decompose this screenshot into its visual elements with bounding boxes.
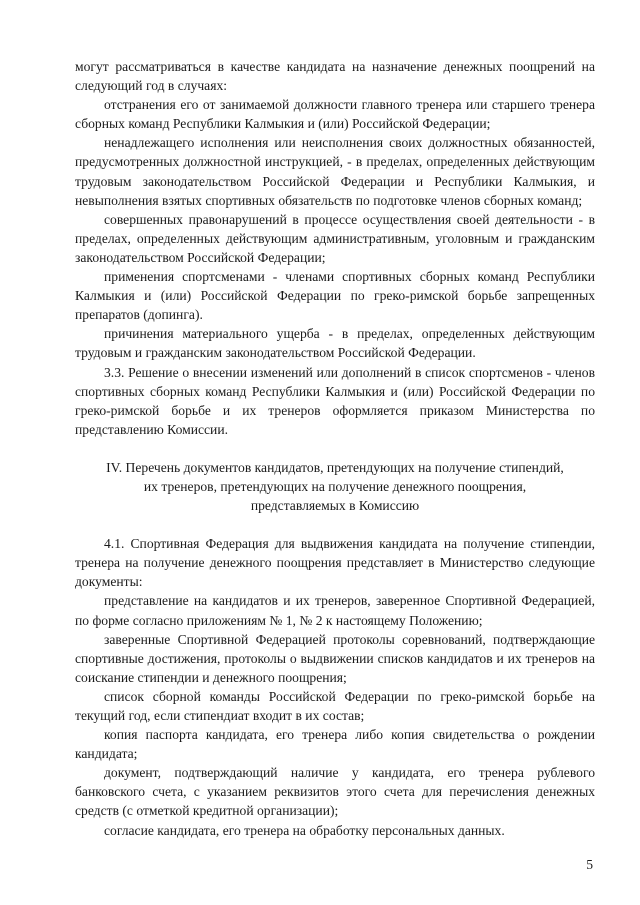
paragraph: могут рассматриваться в качестве кандидата на назначение денежных поощрений на следующий год в случаях:	[75, 59, 595, 94]
document-page	[75, 57, 595, 840]
paragraph: отстранения его от занимаемой должности главного тренера или старшего тренера сборных команд Республики Калмыкия и (или) Российской Федерации;	[75, 97, 595, 132]
section-heading: IV. Перечень документов кандидатов, претендующих на получение стипендий, их тренеров, претендующих на получение денежного поощрения, представляемых в Комиссию	[106, 459, 564, 514]
paragraph: 4.1. Спортивная Федерация для выдвижения кандидата на получение стипендии, тренера на получение денежного поощрения представляет в Министерство следующие документы:	[75, 536, 595, 590]
list-item: согласие кандидата, его тренера на обработку персональных данных.	[104, 822, 505, 838]
list-item: копия паспорта кандидата, его тренера либо копия свидетельства о рождении кандидата;	[75, 727, 595, 762]
page-number: 5	[586, 857, 593, 872]
paragraph: совершенных правонарушений в процессе осуществления своей деятельности - в пределах, определенных действующим административным, уголовным и гражданским законодательством Российской Федерации;	[75, 211, 595, 265]
list-item: документ, подтверждающий наличие у кандидата, его тренера рублевого банковского счета, с указанием реквизитов этого счета для перечисления денежных средств (с отметкой кредитной организации);	[75, 765, 595, 819]
paragraph: применения спортсменами - членами спортивных сборных команд Республики Калмыкия и (или) Российской Федерации по греко-римской борьбе запрещенных препаратов (допинга).	[75, 269, 595, 323]
list-item: представление на кандидатов и их тренеров, заверенное Спортивной Федерацией, по форме согласно приложениям № 1, № 2 к настоящему Положению;	[75, 593, 595, 628]
list-item: заверенные Спортивной Федерацией протоколы соревнований, подтверждающие спортивные достижения, протоколы о выдвижении списков кандидатов и их тренеров на соискание стипендии и денежного поощрения;	[75, 631, 595, 685]
list-item: список сборной команды Российской Федерации по греко-римской борьбе на текущий год, если стипендиат входит в их состав;	[75, 688, 595, 723]
paragraph: ненадлежащего исполнения или неисполнения своих должностных обязанностей, предусмотренных должностной инструкцией, - в пределах, определенных действующим трудовым законодательством Российской Федерации и Республики Калмыкия, и невыполнения взятых спортивных обязательств по подготовке членов сборных команд;	[75, 135, 595, 208]
paragraph: 3.3. Решение о внесении изменений или дополнений в список спортсменов - членов спортивных сборных команд Республики Калмыкия и (или) Российской Федерации по греко-римской борьбе и их тренеров оформляется приказом Министерства по представлению Комиссии.	[75, 364, 595, 437]
paragraph: причинения материального ущерба - в пределах, определенных действующим трудовым и гражданским законодательством Российской Федерации.	[75, 326, 595, 361]
